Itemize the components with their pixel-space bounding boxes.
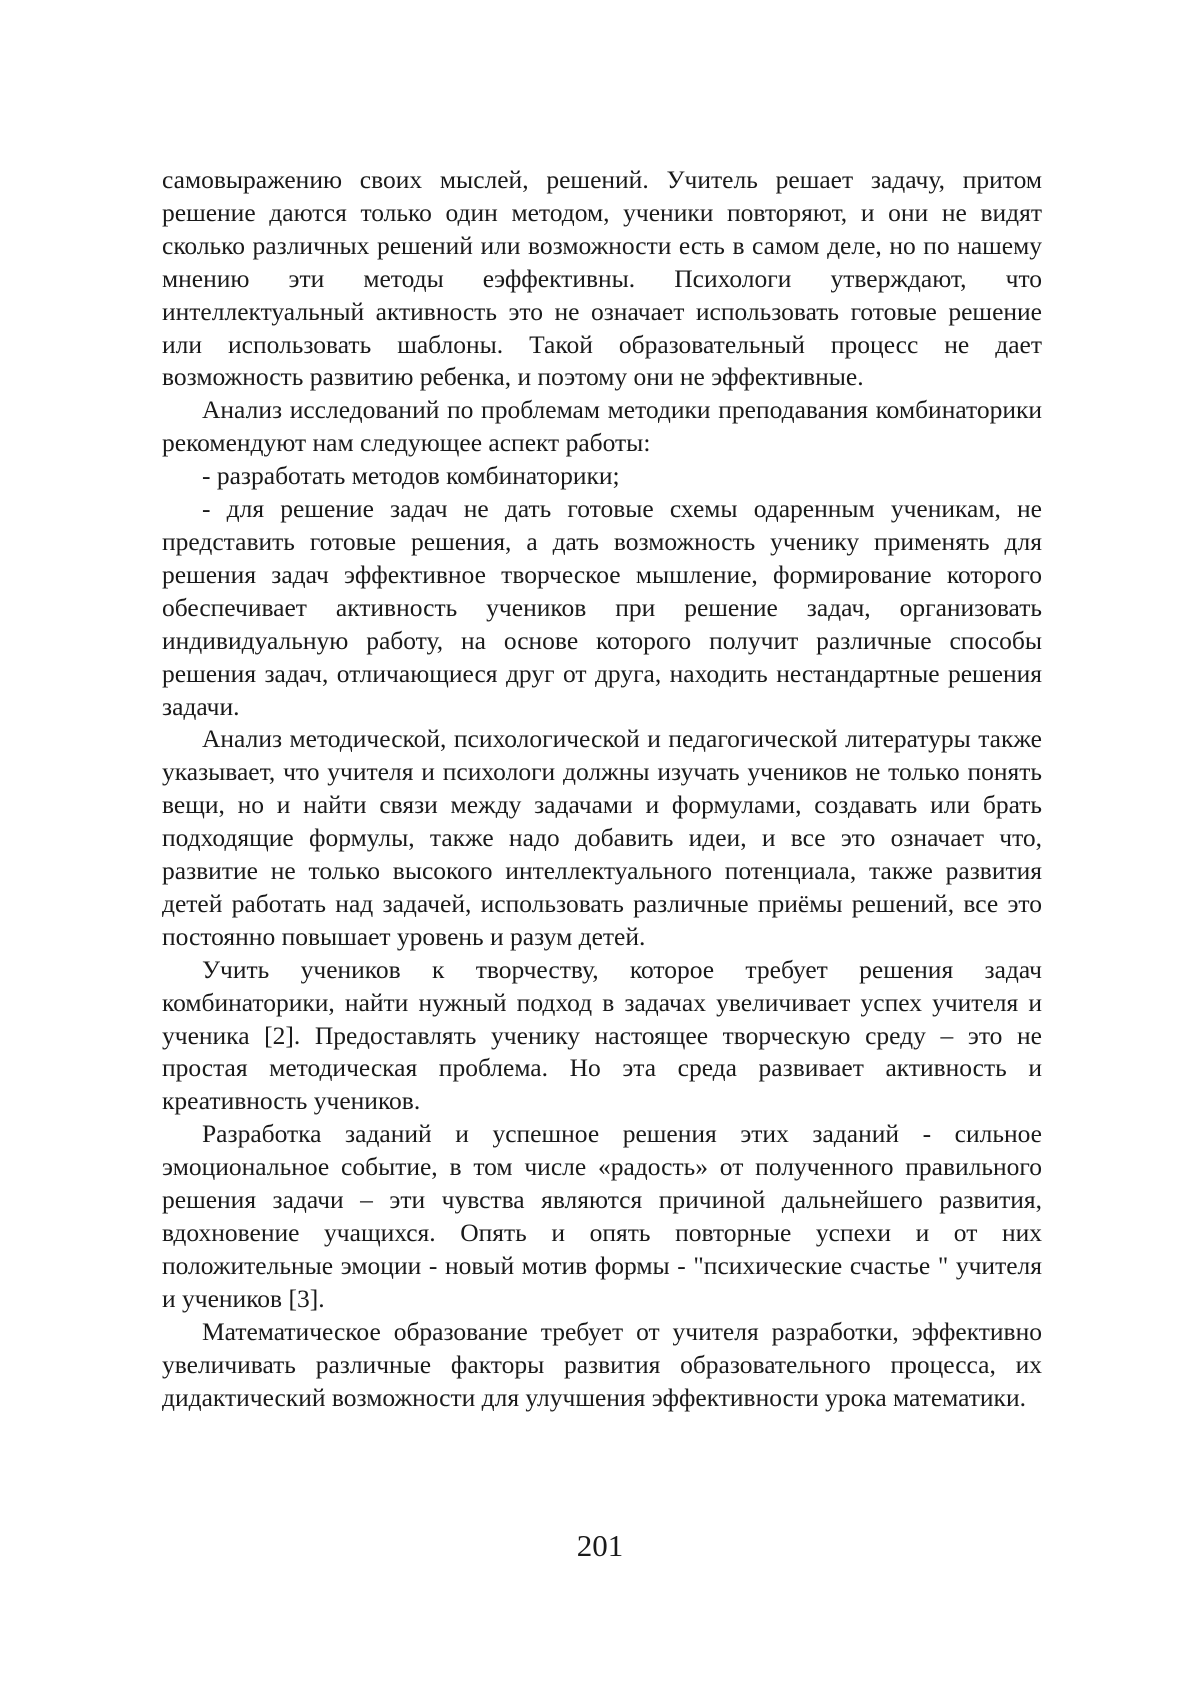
page-number: 201	[576, 1528, 624, 1563]
list-item-methods: - разработать методов комбинаторики;	[202, 461, 620, 491]
paragraph-task-development: Разработка заданий и успешное решения этих заданий - сильное эмоциональное событие, в том числе «радость» от полученного правильного решения задачи – эти чувства являются причиной дальнейшего развития, вдохновение учащихся. Опять и опять повторные успехи и от них положительные эмоции - новый мотив формы - "психические счастье " учителя и учеников [3].	[162, 1119, 1042, 1313]
list-item-task-solving: - для решение задач не дать готовые схемы одаренным ученикам, не представить готовые решения, а дать возможность ученику применять для решения задач эффективное творческое мышление, формирование которого обеспечивает активность учеников при решение задач, организовать индивидуальную работу, на основе которого получит различные способы решения задач, отличающиеся друг от друга, находить нестандартные решения задачи.	[162, 494, 1042, 721]
paragraph-literature-analysis: Анализ методической, психологической и педагогической литературы также указывает, что учителя и психологи должны изучать учеников не только понять вещи, но и найти связи между задачами и формулами, создавать или брать подходящие формулы, также надо добавить идеи, и все это означает что, развитие не только высокого интеллектуального потенциала, также развития детей работать над задачей, использовать различные приёмы решений, все это постоянно повышает уровень и разум детей.	[162, 724, 1042, 951]
paragraph-creativity: Учить учеников к творчеству, которое требует решения задач комбинаторики, найти нужный подход в задачах увеличивает успех учителя и ученика [2]. Предоставлять ученику настоящее творческую среду – это не простая методическая проблема. Но эта среда развивает активность и креативность учеников.	[162, 954, 1042, 1116]
paragraph-math-education: Математическое образование требует от учителя разработки, эффективно увеличивать различные факторы развития образовательного процесса, их дидактический возможности для улучшения эффективности урока математики.	[162, 1316, 1042, 1412]
paragraph-continuation: самовыражению своих мыслей, решений. Учитель решает задачу, притом решение даются только один методом, ученики повторяют, и они не видят сколько различных решений или возможности есть в самом деле, но по нашему мнению эти методы еэффективны. Психологи утверждают, что интеллектуальный активность это не означает использовать готовые решение или использовать шаблоны. Такой образовательный процесс не дает возможность развитию ребенка, и поэтому они не эффективные.	[162, 165, 1042, 392]
body-text	[162, 164, 1042, 1414]
paragraph-combinatorics-analysis: Анализ исследований по проблемам методики преподавания комбинаторики рекомендуют нам следующее аспект работы:	[162, 395, 1042, 458]
